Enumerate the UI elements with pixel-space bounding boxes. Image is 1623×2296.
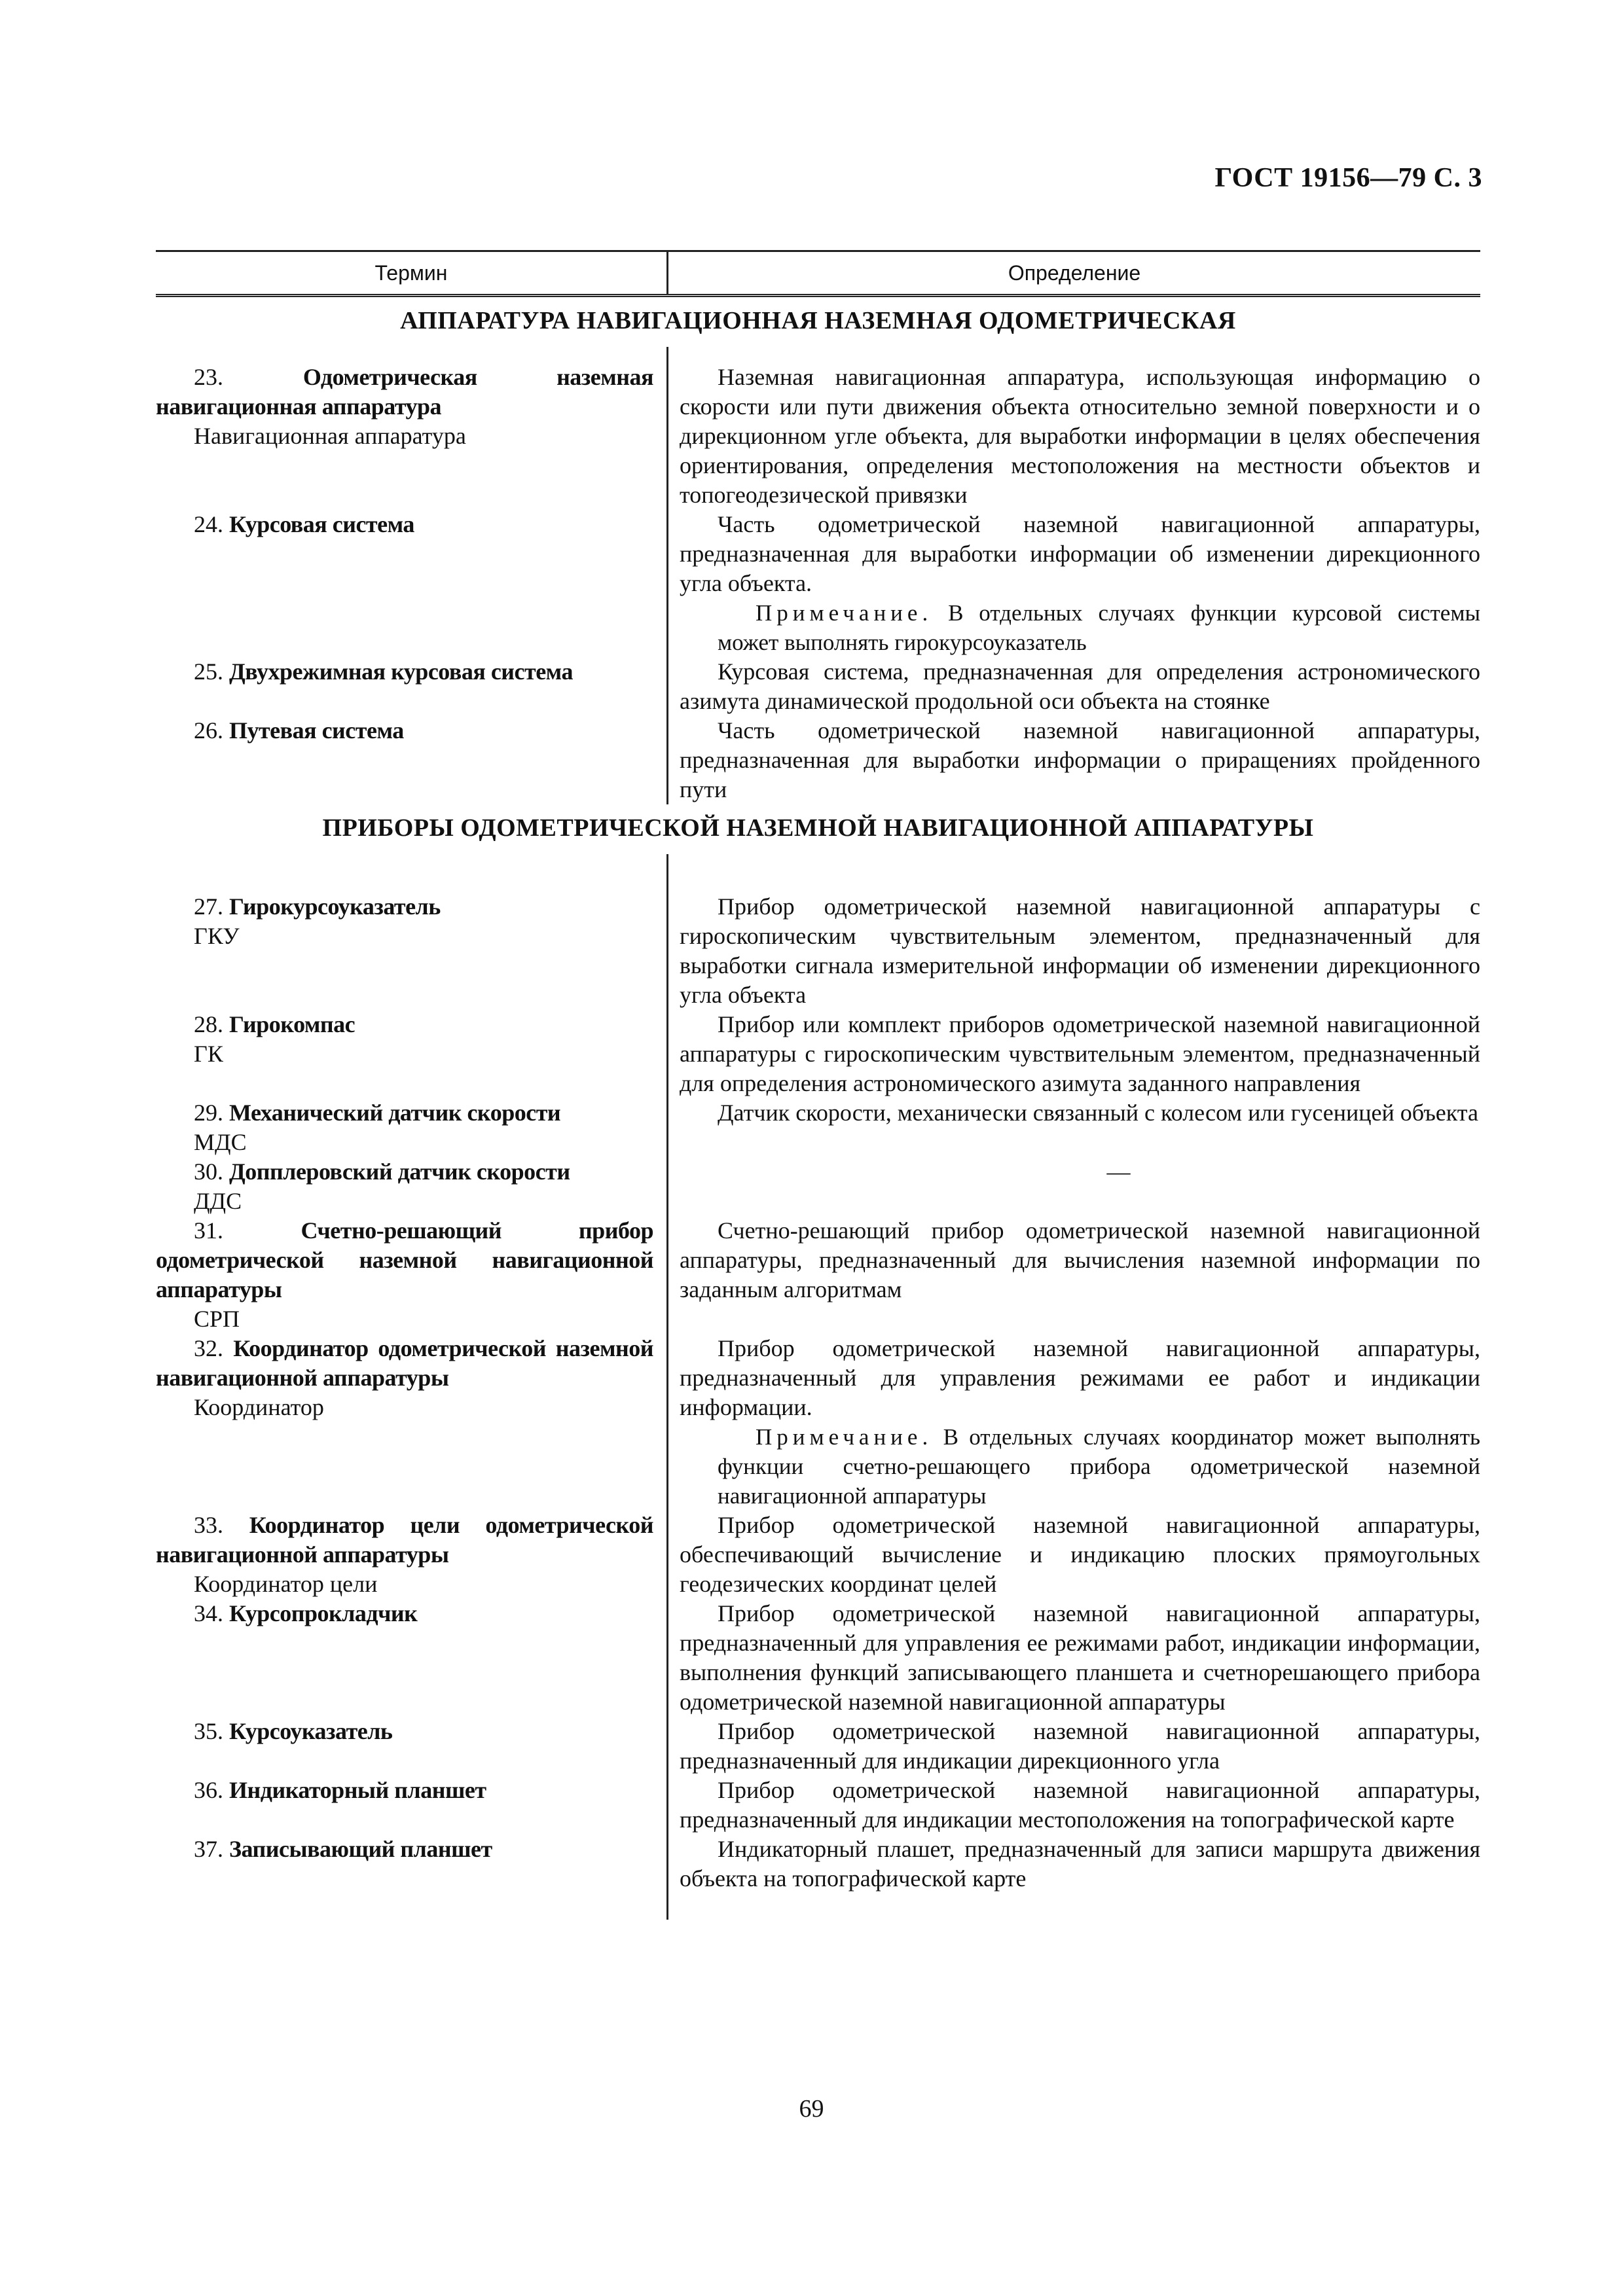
table-header — [156, 250, 1480, 297]
term-cell — [156, 1010, 666, 1098]
definition-cell — [666, 892, 1480, 1010]
term-number: 35. — [194, 1718, 223, 1744]
term-title — [156, 510, 653, 539]
term-title — [156, 1511, 653, 1570]
term-cell — [156, 1717, 666, 1776]
term-number: 23. — [194, 364, 223, 390]
definition-text: Часть одометрической наземной навигационной аппаратуры, предназначенная для выработки информации об изменении дирекционного угла объекта. — [680, 511, 1480, 596]
column-header-term: Термин — [156, 252, 668, 294]
section-rows — [156, 854, 1480, 1893]
term-abbreviation: ГКУ — [194, 923, 240, 949]
definition-cell — [666, 1835, 1480, 1893]
term-name: Курсопрокладчик — [229, 1600, 418, 1626]
definition-cell — [666, 657, 1480, 716]
definition-cell — [666, 1511, 1480, 1599]
term-title — [156, 1717, 653, 1746]
term-number: 31. — [194, 1217, 223, 1244]
term-abbreviation: МДС — [194, 1129, 247, 1155]
term-name: Двухрежимная курсовая система — [229, 658, 573, 685]
term-title — [156, 363, 653, 422]
term-number: 26. — [194, 717, 223, 744]
definition-cell — [666, 1334, 1480, 1511]
term-name: Записывающий планшет — [229, 1836, 492, 1862]
term-title — [156, 1216, 653, 1304]
term-cell — [156, 1157, 666, 1216]
term-number: 24. — [194, 511, 223, 537]
table-row — [156, 1717, 1480, 1776]
table-row — [156, 716, 1480, 804]
table-row — [156, 1098, 1480, 1157]
definition-text: Наземная навигационная аппаратура, использующая информацию о скорости или пути движения объекта относительно земной поверхности и о дирекционном угле объекта, для выработки информации в целях обеспечения ориентирования, определения местоположения на местности объектов и топогеодезической привязки — [680, 364, 1480, 508]
term-name: Курсоуказатель — [229, 1718, 393, 1744]
table-row — [156, 1216, 1480, 1334]
term-number: 30. — [194, 1158, 223, 1185]
note-label: Примечание. — [756, 600, 933, 626]
term-cell — [156, 1334, 666, 1511]
term-number: 28. — [194, 1011, 223, 1037]
term-title — [156, 1010, 653, 1039]
column-divider — [666, 827, 668, 1920]
table-row — [156, 363, 1480, 510]
definition-text: Прибор одометрической наземной навигационной аппаратуры, предназначенный для управления режимами ее работ и индикации информации. — [680, 1335, 1480, 1420]
term-name: Координатор цели одометрической навигационной аппаратуры — [156, 1512, 653, 1568]
term-number: 32. — [194, 1335, 223, 1361]
definition-text: Прибор одометрической наземной навигационной аппаратуры с гироскопическим чувствительным элементом, предназначенный для выработки сигнала измерительной информации об изменении дирекционного угла объекта — [680, 893, 1480, 1008]
term-cell — [156, 1216, 666, 1334]
definition-text: Счетно-решающий прибор одометрической наземной навигационной аппаратуры, предназначенный для вычисления наземной информации по заданным алгоритмам — [680, 1217, 1480, 1302]
term-cell — [156, 1098, 666, 1157]
definition-cell — [666, 1599, 1480, 1717]
table-row — [156, 1835, 1480, 1893]
document-header: ГОСТ 19156—79 С. 3 — [1214, 163, 1482, 193]
term-cell — [156, 1776, 666, 1835]
definition-cell — [666, 1717, 1480, 1776]
definition-text: Прибор одометрической наземной навигационной аппаратуры, обеспечивающий вычисление и индикацию плоских прямоугольных геодезических координат целей — [680, 1512, 1480, 1597]
table-row — [156, 657, 1480, 716]
term-number: 34. — [194, 1600, 223, 1626]
column-divider — [666, 343, 668, 804]
term-number: 27. — [194, 893, 223, 920]
term-title — [156, 657, 653, 687]
page-number: 69 — [799, 2095, 824, 2123]
table-row — [156, 1010, 1480, 1098]
definition-cell — [666, 363, 1480, 510]
definition-cell — [666, 510, 1480, 657]
term-name: Курсовая система — [229, 511, 414, 537]
term-cell — [156, 363, 666, 510]
note-label: Примечание. — [756, 1424, 933, 1450]
section-title: ПРИБОРЫ ОДОМЕТРИЧЕСКОЙ НАЗЕМНОЙ НАВИГАЦИОННОЙ АППАРАТУРЫ — [156, 804, 1480, 854]
term-title — [156, 1098, 653, 1128]
term-title — [156, 892, 653, 922]
term-name: Путевая система — [229, 717, 404, 744]
term-name: Механический датчик скорости — [229, 1100, 561, 1126]
section-odometric-equipment — [156, 297, 1480, 804]
section-rows — [156, 347, 1480, 804]
term-cell — [156, 657, 666, 716]
definition-text: Прибор или комплект приборов одометрической наземной навигационной аппаратуры с гироскопическим чувствительным элементом, предназначенный для определения астрономического азимута заданного направления — [680, 1011, 1480, 1096]
table-row — [156, 1334, 1480, 1511]
terms-table — [156, 250, 1480, 1893]
term-name: Координатор одометрической наземной навигационной аппаратуры — [156, 1335, 653, 1391]
term-number: 36. — [194, 1777, 223, 1803]
term-title — [156, 1334, 653, 1393]
term-abbreviation: Навигационная аппаратура — [194, 423, 466, 449]
term-abbreviation: Координатор — [194, 1394, 324, 1420]
term-number: 25. — [194, 658, 223, 685]
definition-text: Датчик скорости, механически связанный с колесом или гусеницей объекта — [718, 1100, 1478, 1126]
term-cell — [156, 716, 666, 804]
term-name: Гирокурсоуказатель — [229, 893, 441, 920]
definition-cell — [666, 1157, 1480, 1216]
table-row — [156, 510, 1480, 657]
definition-text: Индикаторный плашет, предназначенный для записи маршрута движения объекта на топографической карте — [680, 1836, 1480, 1892]
table-row — [156, 1157, 1480, 1216]
column-header-definition: Определение — [1008, 260, 1141, 285]
term-name: Одометрическая наземная навигационная аппаратура — [156, 364, 653, 420]
term-cell — [156, 510, 666, 657]
definition-cell — [666, 1098, 1480, 1157]
definition-text: Часть одометрической наземной навигационной аппаратуры, предназначенная для выработки информации о приращениях пройденного пути — [680, 717, 1480, 802]
definition-text: Прибор одометрической наземной навигационной аппаратуры, предназначенный для управления ее режимами работ, индикации информации, выполнения функций записывающего планшета и счетнорешающего прибора одометрической наземной навигационной аппаратуры — [680, 1600, 1480, 1715]
term-title — [156, 1599, 653, 1628]
term-number: 33. — [194, 1512, 223, 1538]
definition-text: Прибор одометрической наземной навигационной аппаратуры, предназначенный для индикации дирекционного угла — [680, 1718, 1480, 1774]
note-text: В отдельных случаях функции курсовой системы может выполнять гирокурсоуказатель — [718, 600, 1480, 655]
table-row — [156, 892, 1480, 1010]
term-name: Индикаторный планшет — [229, 1777, 486, 1803]
section-title: АППАРАТУРА НАВИГАЦИОННАЯ НАЗЕМНАЯ ОДОМЕТРИЧЕСКАЯ — [156, 297, 1480, 347]
term-title — [156, 716, 653, 745]
term-number: 37. — [194, 1836, 223, 1862]
table-row — [156, 1776, 1480, 1835]
definition-text: — — [1106, 1158, 1131, 1185]
definition-cell — [666, 1216, 1480, 1334]
term-title — [156, 1157, 653, 1187]
term-cell — [156, 892, 666, 1010]
table-row — [156, 1511, 1480, 1599]
definition-note — [680, 598, 1480, 657]
definition-text: Прибор одометрической наземной навигационной аппаратуры, предназначенный для индикации местоположения на топографической карте — [680, 1777, 1480, 1833]
term-abbreviation: ГК — [194, 1041, 223, 1067]
term-cell — [156, 1599, 666, 1717]
term-name: Гирокомпас — [229, 1011, 356, 1037]
term-cell — [156, 1835, 666, 1893]
term-abbreviation: ДДС — [194, 1188, 242, 1214]
term-title — [156, 1776, 653, 1805]
term-abbreviation: Координатор цели — [194, 1571, 378, 1597]
term-cell — [156, 1511, 666, 1599]
definition-note — [680, 1422, 1480, 1511]
definition-cell — [666, 716, 1480, 804]
note-text: В отдельных случаях координатор может выполнять функции счетно-решающего прибора одометрической наземной навигационной аппаратуры — [718, 1424, 1480, 1509]
section-odometric-devices — [156, 804, 1480, 1893]
term-number: 29. — [194, 1100, 223, 1126]
term-name: Счетно-решающий прибор одометрической наземной навигационной аппаратуры — [156, 1217, 653, 1302]
term-name: Допплеровский датчик скорости — [229, 1158, 570, 1185]
term-abbreviation: СРП — [194, 1306, 240, 1332]
definition-cell — [666, 1010, 1480, 1098]
definition-text: Курсовая система, предназначенная для определения астрономического азимута динамической продольной оси объекта на стоянке — [680, 658, 1480, 714]
table-row — [156, 1599, 1480, 1717]
definition-cell — [666, 1776, 1480, 1835]
term-title — [156, 1835, 653, 1864]
